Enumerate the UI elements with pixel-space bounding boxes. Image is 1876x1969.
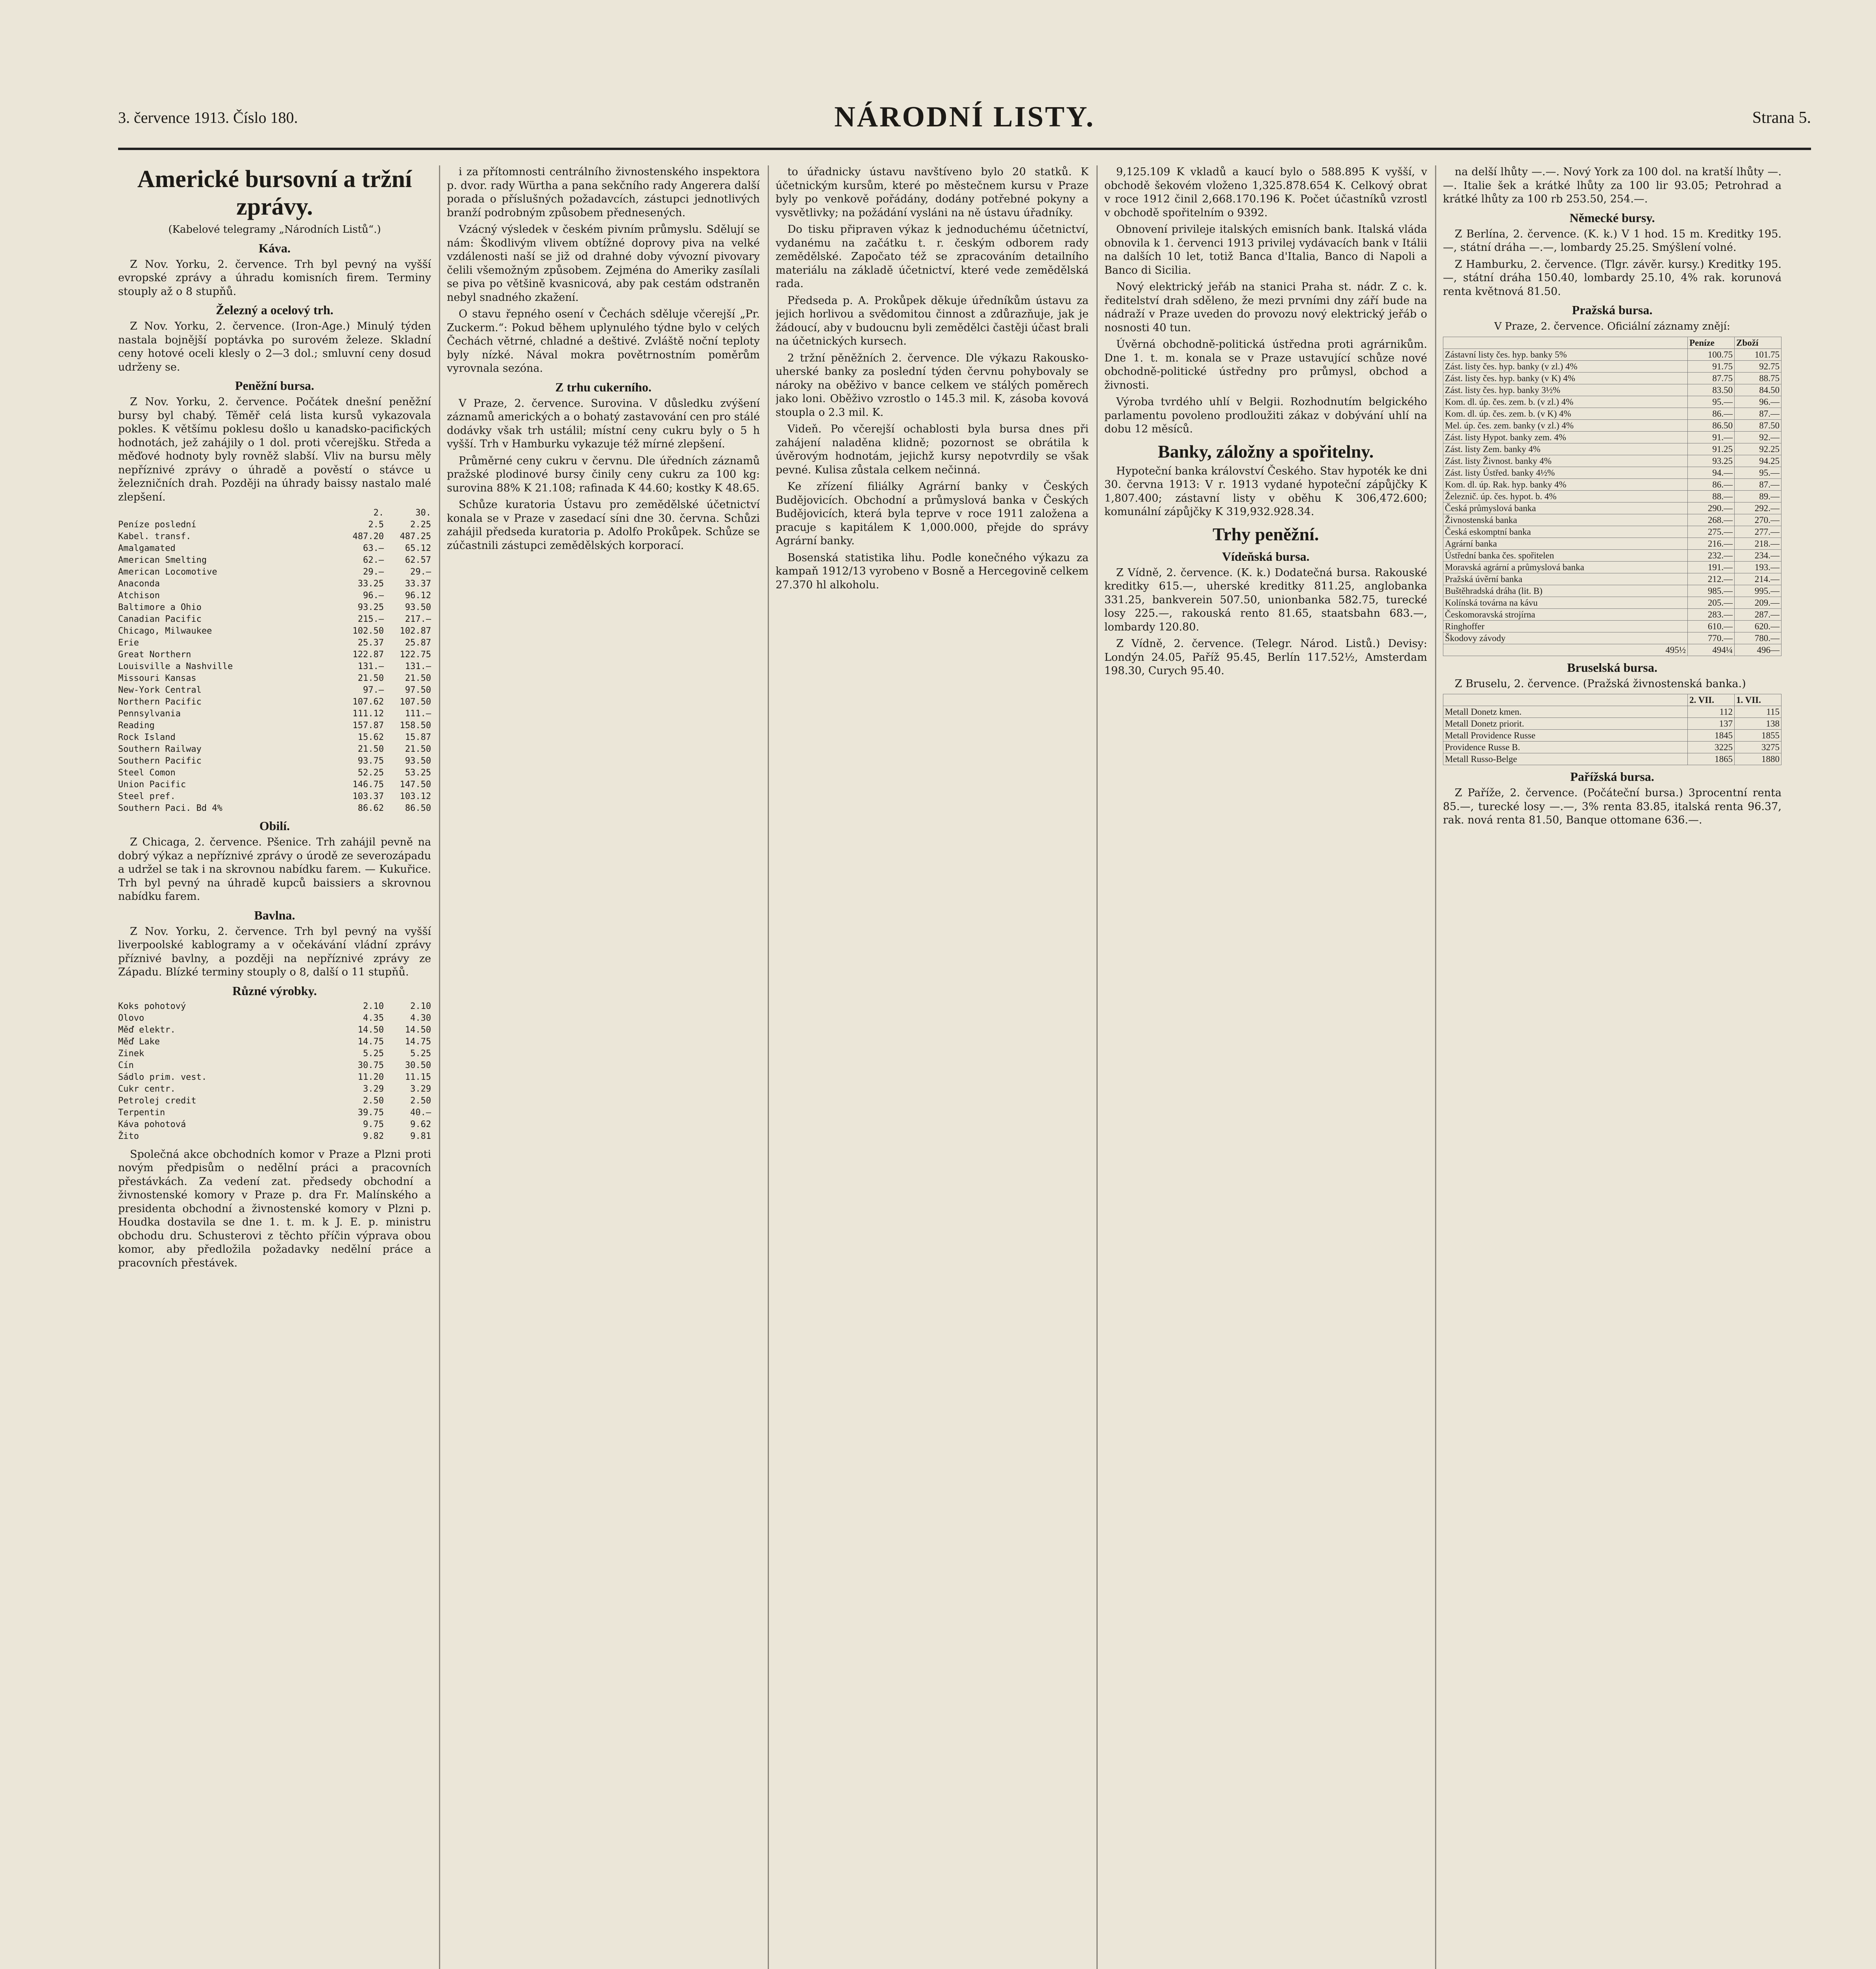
article-trade-center: Úvěrná obchodně-politická ústředna proti agrárnikům. Dne 1. t. m. konala se v Praze ustavující schůze nové obchodně-politické ústředny pro průmysl, obchod a živnosti. <box>1104 338 1427 391</box>
goods-row: Petrolej credit 2.50 2.50 <box>118 1096 431 1106</box>
newspaper-title: NÁRODNÍ LISTY. <box>834 101 1095 133</box>
goods-row: Měď Lake 14.75 14.75 <box>118 1036 431 1047</box>
vienna-bourse-text: Z Vídně, 2. července. (K. k.) Dodatečná bursa. Rakouské kreditky 615.—, uherské kreditky 811.25, anglobanka 331.25, bankverein 507.50, unionbanka 582.75, turecké losy 225.—, rakouská rento 81.65, staatsbahn 683.—, lombardy 120.80. <box>1104 566 1427 633</box>
goods-row: Žito 9.82 9.81 <box>118 1131 431 1141</box>
goods-row: Olovo 4.35 4.30 <box>118 1013 431 1023</box>
article-text: i za přítomnosti centrálního živnostenského inspektora p. dvor. rady Würtha a pana sekčního rady Angerera další porada o příslušných požadavcích, zástupci jednotlivých branží podrobným způsobem přednesených. <box>447 166 760 219</box>
article-beer-industry: Vzácný výsledek v českém pivním průmyslu. Sdělují se nám: Škodlivým vlivem obtížné doprovy piva na velké vzdálenosti naší se již od drahné doby vývozní pivovary čelili všemožným způsobem. Zejména do Ameriky zasílali se piva po většině kvasnicová, aby pak cestám odstraněn nebyl snadného zkažení. <box>447 223 760 304</box>
heading-various-goods: Různé výrobky. <box>232 983 317 998</box>
heading-money-markets: Trhy peněžní. <box>1212 524 1319 544</box>
article-belgian-coal: Výroba tvrdého uhlí v Belgii. Rozhodnutím belgického parlamentu povoleno prodloužiti zákaz v dobývání uhlí na dobu 12 měsíců. <box>1104 396 1427 435</box>
heading-german-bourses: Německé bursy. <box>1569 210 1655 225</box>
stock-row: Missouri Kansas 21.50 21.50 <box>118 673 431 683</box>
issue-date: 3. července 1913. Číslo 180. <box>118 109 298 126</box>
table-row: Kolínská továrna na kávu 205.— 209.— <box>1443 597 1782 608</box>
column-1 <box>118 165 431 1969</box>
column-4 <box>1104 165 1427 1969</box>
sugar-prices-text: Průměrné ceny cukru v červnu. Dle úředních záznamů pražské plodinové bursy činily ceny cukru za 100 kg: surovina 88% K 21.108; rafinada K 44.60; kostky K 48.65. <box>447 454 760 494</box>
table-row: Buštěhradská dráha (lit. B) 985.— 995.— <box>1443 585 1782 597</box>
table-row: Živnostenská banka 268.— 270.— <box>1443 514 1782 526</box>
heading-sugar-market: Z trhu cukerního. <box>555 380 652 394</box>
article-accounting-institute: Schůze kuratoria Ústavu pro zemědělské účetnictví konala se v Praze v zasedací síni dne 30. června. Schůzi zahájil předseda kuratoria p. Adolfo Prokůpek. Schůze se zúčastnili zástupci zemědělských korporací. <box>447 499 760 552</box>
table-row: Providence Russe B. 3225 3275 <box>1443 742 1782 753</box>
stock-row: Union Pacific 146.75 147.50 <box>118 780 431 790</box>
article-vienna: Videň. Po včerejší ochablosti byla bursa dnes při zahájení naladěna klidně; pozornost se obrátila k úvěrovým hodnotám, jejichž kursy nepotvrdily se však pevné. Kulisa zůstala celkem nečinná. <box>776 423 1089 476</box>
stock-row: Southern Pacific 93.75 93.50 <box>118 756 431 766</box>
stock-row: Erie 25.37 25.87 <box>118 638 431 648</box>
heading-banks: Banky, záložny a spořitelny. <box>1157 441 1374 462</box>
heading-grain: Obilí. <box>259 819 290 833</box>
paris-text: Z Paříže, 2. července. (Počáteční bursa.) 3procentní renta 85.—, turecké losy —.—, 3% renta 83.85, italská renta 96.37, rak. nová renta 81.50, Banque ottomane 636.—. <box>1443 787 1782 826</box>
table-row: Českomoravská strojírna 283.— 287.— <box>1443 608 1782 620</box>
heading-money-exchange: Peněžní bursa. <box>235 378 314 393</box>
table-row: Metall Donetz kmen. 112 115 <box>1443 706 1782 718</box>
stock-row: Reading 157.87 158.50 <box>118 721 431 730</box>
article-mortgage-bank: Hypoteční banka království Českého. Stav hypoték ke dni 30. června 1913: V r. 1913 vydané hypoteční zápůjčky K 1,807.400; zástavní listy v oběhu K 306,472.600; komunální zápůjčky K 319,932.928.34. <box>1104 465 1427 518</box>
money-exchange-text: Z Nov. Yorku, 2. července. Počátek dnešní peněžní bursy byl chabý. Těměř celá lista kursů vykazovala pokles. K většímu poklesu došlo u kanadsko-pacifických hodnotách, jež zahájily o 1 dol. proti včerejšku. Středa a měďové hodnoty byly rovněž slabší. Vliv na bursu měly nepříznivé zprávy o úhradě a pověstí o stávce u železničních drah. Později na úhrady baissy nastalo malé zlepšení. <box>118 396 431 503</box>
column-rule <box>1435 165 1436 1969</box>
stock-row: Pennsylvania 111.12 111.— <box>118 709 431 719</box>
masthead <box>118 100 1811 150</box>
heading-prague-bourse: Pražská bursa. <box>1572 303 1653 317</box>
table-row: Moravská agrární a průmyslová banka 191.— 193.— <box>1443 561 1782 573</box>
article-text: na delší lhůty —.—. Nový York za 100 dol. na kratší lhůty —.—. Italie šek a krátké lhůty za 100 lir 93.05; Petrohrad a krátké lhůty za 100 rb 253.50, 254.—. <box>1443 166 1782 205</box>
stock-row: Southern Paci. Bd 4% 86.62 86.50 <box>118 803 431 813</box>
table-row: Agrární banka 216.— 218.— <box>1443 538 1782 549</box>
stock-row: Anaconda 33.25 33.37 <box>118 579 431 589</box>
article-alcohol-statistics: Bosenská statistika lihu. Podle konečného výkazu za kampaň 1912/13 vyrobeno v Bosně a Hercegovině celkem 27.370 hl alkoholu. <box>776 551 1089 591</box>
stock-row: Rock Island 15.62 15.87 <box>118 732 431 742</box>
goods-row: Káva pohotová 9.75 9.62 <box>118 1119 431 1129</box>
prague-table-caption: V Praze, 2. července. Oficiální záznamy znějí: <box>1494 321 1730 332</box>
heading-coffee: Káva. <box>259 241 291 255</box>
coffee-text: Z Nov. Yorku, 2. července. Trh byl pevný na vyšší evropské zprávy a úhradu komisních firem. Terminy stouply až o 8 stupňů. <box>118 258 431 298</box>
stock-row: Great Northern 122.87 122.75 <box>118 650 431 660</box>
table-row: Metall Russo-Belge 1865 1880 <box>1443 753 1782 765</box>
table-row: Kom. dl. úp. čes. zem. b. (v zl.) 4% 95.— 96.— <box>1443 396 1782 408</box>
table-row: Zást. listy Živnost. banky 4% 93.25 94.25 <box>1443 455 1782 467</box>
stock-row: Canadian Pacific 215.— 217.— <box>118 614 431 624</box>
stock-row: Kabel. transf. 487.20 487.25 <box>118 532 431 541</box>
heading-paris-bourse: Pařížská bursa. <box>1570 769 1654 784</box>
brussels-table: 2. VII. 1. VII. Metall Donetz kmen. 112 115 Metall Donetz priorit. 137 138 Metall Providence Russe 1845 1855 Providence Russe B. 3225 3275 Metall Russo-Belge 1865 1880 <box>1443 694 1782 765</box>
column-rule <box>439 165 440 1969</box>
article-italian-banks: Obnovení privileje italských emisních bank. Italská vláda obnovila k 1. červenci 1913 privilej vydávacích bank v Itálii na dalších 10 let, totiž Banca d'Italia, Banco di Napoli a Banco di Sicilia. <box>1104 223 1427 276</box>
table-footer-row: 495½ 494¼ 496— <box>1443 644 1782 656</box>
article-text: Do tisku připraven výkaz k jednoduchému účetnictví, vydanému na začátku t. r. českým odborem rady zemědělské. Započato též se zpracováním detailního materiálu na základě účetnictví, které vede zemědělská rada. <box>776 223 1089 290</box>
column-rule <box>1096 165 1098 1969</box>
article-text: Předseda p. A. Prokůpek děkuje úředníkům ústavu za jejich horlivou a svědomitou činnost a zdůrazňuje, jak je žádoucí, aby v budoucnu byli zemědělci častěji účast brali na účetnických kursech. <box>776 294 1089 347</box>
stocks-list <box>118 519 431 814</box>
goods-row: Cín 30.75 30.50 <box>118 1060 431 1070</box>
article-money-market: 2 tržní pěněžních 2. července. Dle výkazu Rakousko-uherské banky za poslední týden červnu pohybovaly se nároky na oběživo v bance celkem ve stálých poměrech jako loni. Oběživo vzrostlo o 145.3 mil. K, zásoba kovová stoupla o 2.3 mil. K. <box>776 352 1089 419</box>
table-row: Mel. úp. čes. zem. banky (v zl.) 4% 86.50 87.50 <box>1443 419 1782 431</box>
column-rule <box>768 165 769 1969</box>
table-row: Zást. listy čes. hyp. banky (v zl.) 4% 91.75 92.75 <box>1443 360 1782 372</box>
iron-text: Z Nov. Yorku, 2. července. (Iron-Age.) Minulý týden nastala bojnější poptávka po surovém železe. Skladní ceny hotové oceli klesly o 2—3 dol.; smluvní ceny dosud udrženy se. <box>118 320 431 373</box>
table-row: Kom. dl. úp. Rak. hyp. banky 4% 86.— 87.— <box>1443 478 1782 490</box>
stocks-header: 2. 30. <box>373 508 431 518</box>
stock-row: Northern Pacific 107.62 107.50 <box>118 697 431 707</box>
heading-vienna-bourse: Vídeňská bursa. <box>1222 549 1310 564</box>
stock-row: Peníze poslední 2.5 2.25 <box>118 520 431 530</box>
goods-row: Terpentin 39.75 40.— <box>118 1107 431 1118</box>
article-text: to úřadnicky ústavu navštíveno bylo 20 statků. K účetnickým kursům, které po městečnem kursu v Praze byly po venkově pořádány, dodány potřebné pokyny a vysvětlivky; na požádání vysláni na ně ústavu úřadníky. <box>776 166 1089 219</box>
stock-row: Amalgamated 63.— 65.12 <box>118 543 431 553</box>
stock-row: Southern Railway 21.50 21.50 <box>118 744 431 754</box>
stock-row: New-York Central 97.— 97.50 <box>118 685 431 695</box>
cotton-text: Z Nov. Yorku, 2. července. Trh byl pevný na vyšší liverpoolské kablogramy a v očekávání vládní zprávy příznivé bavlny, a později na nepříznivé zprávy ze Západu. Blízké terminy stouply o 8, další o 11 stupňů. <box>118 925 431 978</box>
goods-row: Zinek 5.25 5.25 <box>118 1048 431 1059</box>
section-subtitle: (Kabelové telegramy „Národních Listů“.) <box>168 224 381 235</box>
table-row: Ústřední banka čes. spořitelen 232.— 234.— <box>1443 549 1782 561</box>
stock-row: American Smelting 62.— 62.57 <box>118 555 431 565</box>
column-2 <box>447 165 760 1969</box>
sugar-market-text: V Praze, 2. července. Surovina. V důsledku zvýšení záznamů amerických a o bohatý zastavování cen pro stálé dodávky však trh ustálil; místní ceny cukru byly o 5 h vyšší. Trh v Hamburku vykazuje též mírné zlepšení. <box>447 397 760 450</box>
table-row: Železnič. úp. čes. hypot. b. 4% 88.— 89.— <box>1443 490 1782 502</box>
table-row: Česká průmyslová banka 290.— 292.— <box>1443 502 1782 514</box>
article-agrarian-bank: Ke zřízení filiálky Agrární banky v Českých Budějovicích. Obchodní a průmyslová banka v Českých Budějovicích, která byla teprve v roce 1911 založena a pracuje s kapitálem K 1,000.000, přejde do správy Agrární banky. <box>776 480 1089 547</box>
stock-row: Steel pref. 103.37 103.12 <box>118 792 431 801</box>
stock-row: Steel Comon 52.25 53.25 <box>118 768 431 778</box>
article-text: 9,125.109 K vkladů a kaucí bylo o 588.895 K vyšší, v obchodě šekovém vloženo 1,325.878.654 K. Celkový obrat v roce 1912 činil 2,668.170.196 K. Počet účastníků vzrostl v obchodě spořitelním o 9392. <box>1104 166 1427 219</box>
table-row: Pražská úvěrní banka 212.— 214.— <box>1443 573 1782 585</box>
table-row: Ringhoffer 610.— 620.— <box>1443 620 1782 632</box>
heading-cotton: Bavlna. <box>254 908 295 922</box>
hamburg-text: Z Hamburku, 2. července. (Tlgr. závěr. kursy.) Kreditky 195.—, státní dráha 150.40, lombardy 25.10, 4% rak. korunová renta květnová 81.50. <box>1443 258 1782 298</box>
goods-row: Měď elektr. 14.50 14.50 <box>118 1025 431 1035</box>
stock-row: American Locomotive 29.— 29.— <box>118 567 431 577</box>
column-3 <box>776 165 1089 1969</box>
vienna-devisen-text: Z Vídně, 2. července. (Telegr. Národ. Listů.) Devisy: Londýn 24.05, Paříž 95.45, Berlín 117.52½, Amsterdam 198.30, Curych 95.40. <box>1104 638 1427 677</box>
table-row: Zástavní listy čes. hyp. banky 5% 100.75 101.75 <box>1443 349 1782 360</box>
stock-row: Chicago, Milwaukee 102.50 102.87 <box>118 626 431 636</box>
goods-list <box>118 1001 431 1142</box>
chambers-article: Společná akce obchodních komor v Praze a Plzni proti novým předpisům o nedělní práci a pracovních přestávkách. Za vedení zat. předsedy obchodní a živnostenské komory v Praze p. dra Fr. Malínského a presidenta obchodní a živnostenské komory v Plzni p. Houdka dostavila se dne 1. t. m. k J. E. p. ministru obchodu dru. Schusterovi z těchto příčin výprava obou komor, aby předložila požadavky nedělní práce a pracovních přestávek. <box>118 1148 431 1269</box>
heading-brussels-bourse: Bruselská bursa. <box>1567 660 1657 675</box>
goods-row: Cukr centr. 3.29 3.29 <box>118 1084 431 1094</box>
section-title-american-markets: Americké bursovní a tržní zprávy. <box>137 166 412 220</box>
table-row: Zást. listy Ústřed. banky 4½% 94.— 95.— <box>1443 467 1782 478</box>
goods-row: Sádlo prim. vest. 11.20 11.15 <box>118 1072 431 1082</box>
column-5 <box>1443 165 1782 1969</box>
table-row: Zást. listy čes. hyp. banky (v K) 4% 87.75 88.75 <box>1443 372 1782 384</box>
goods-row: Koks pohotový 2.10 2.10 <box>118 1001 431 1011</box>
article-beet-crop: O stavu řepného osení v Čechách sděluje včerejší „Pr. Zuckerm.“: Pokud během uplynulého týdne bylo v celých Čechách větrné, chladné a deštivé. Zvláště noční teploty byly nízké. Nával mokra povětrnostním poměrům vyrovnala sezóna. <box>447 308 760 375</box>
berlin-text: Z Berlína, 2. července. (K. k.) V 1 hod. 15 m. Kreditky 195.—, státní dráha —.—, lombardy 25.25. Smýšlení volné. <box>1443 228 1782 254</box>
stock-row: Louisville a Nashville 131.— 131.— <box>118 662 431 671</box>
table-row: Zást. listy Hypot. banky zem. 4% 91.— 92.— <box>1443 431 1782 443</box>
table-row: Česká eskomptní banka 275.— 277.— <box>1443 526 1782 538</box>
heading-iron: Železný a ocelový trh. <box>216 303 333 317</box>
prague-bourse-table: Peníze Zboží Zástavní listy čes. hyp. banky 5% 100.75 101.75 Zást. listy čes. hyp. banky (v zl.) 4% 91.75 92.75 Zást. listy čes. hyp. banky (v K) 4% 87.75 88.75 Zást. listy čes. hyp. banky 3½% 83.50 84.50 Kom. dl. úp. čes. zem. b. (v zl.) 4% 95.— 96.— Kom. dl. úp. čes. zem. b. (v K) 4% 86.— 87.— Mel. úp. čes. zem. banky (v zl.) 4% 86.50 87.50 Zást. listy Hypot. banky zem. 4% 91.— 92.— Zást. listy Zem. banky 4% 91.25 92.25 Zást. listy Živnost. banky 4% 93.25 94.25 Zást. listy Ústřed. banky 4½% 94.— 95.— Kom. dl. úp. Rak. hyp. banky 4% 86.— 87.— Železnič. úp. čes. hypot. b. 4% 88.— 89.— Česká průmyslová banka 290.— 292.— Živnostenská banka 268.— 270.— Česká eskomptní banka 275.— 277.— Agrární banka 216.— 218.— Ústřední banka čes. spořitelen 232.— 234.— Moravská agrární a průmyslová banka 191.— 193.— Pražská úvěrní banka 212.— 214.— Buštěhradská dráha (lit. B) 985.— 995.— Kolínská továrna na kávu 205.— 209.— Českomoravská strojírna 283.— 287.— Ringhoffer 610.— 620.— Škodovy závody 770.— 780.— 495½ 494¼ 496— <box>1443 337 1782 656</box>
table-row: Kom. dl. úp. čes. zem. b. (v K) 4% 86.— 87.— <box>1443 408 1782 419</box>
table-row: Zást. listy čes. hyp. banky 3½% 83.50 84.50 <box>1443 384 1782 396</box>
grain-text: Z Chicaga, 2. července. Pšenice. Trh zahájil pevně na dobrý výkaz a nepříznivé zprávy o úrodě ze severozápadu a udržel se tak i na skrovnou nabídku farem. — Kukuřice. Trh byl pevný na úhradě kupců baissiers a skrovnou nabídku farem. <box>118 836 431 903</box>
table-row: Škodovy závody 770.— 780.— <box>1443 632 1782 644</box>
stock-row: Atchison 96.— 96.12 <box>118 591 431 601</box>
page-number: Strana 5. <box>1752 109 1811 127</box>
table-row: Zást. listy Zem. banky 4% 91.25 92.25 <box>1443 443 1782 455</box>
table-row: Metall Donetz priorit. 137 138 <box>1443 718 1782 730</box>
table-row: Metall Providence Russe 1845 1855 <box>1443 730 1782 742</box>
stock-row: Baltimore a Ohio 93.25 93.50 <box>118 603 431 612</box>
article-electric-crane: Nový elektrický jeřáb na stanici Praha st. nádr. Z c. k. ředitelství drah sděleno, že mezi prvními dny září bude na nádraží v Praze uveden do provozu nový elektrický jeřáb o nosnosti 40 tun. <box>1104 281 1427 334</box>
brussels-text: Z Bruselu, 2. července. (Pražská živnostenská banka.) <box>1455 677 1746 690</box>
